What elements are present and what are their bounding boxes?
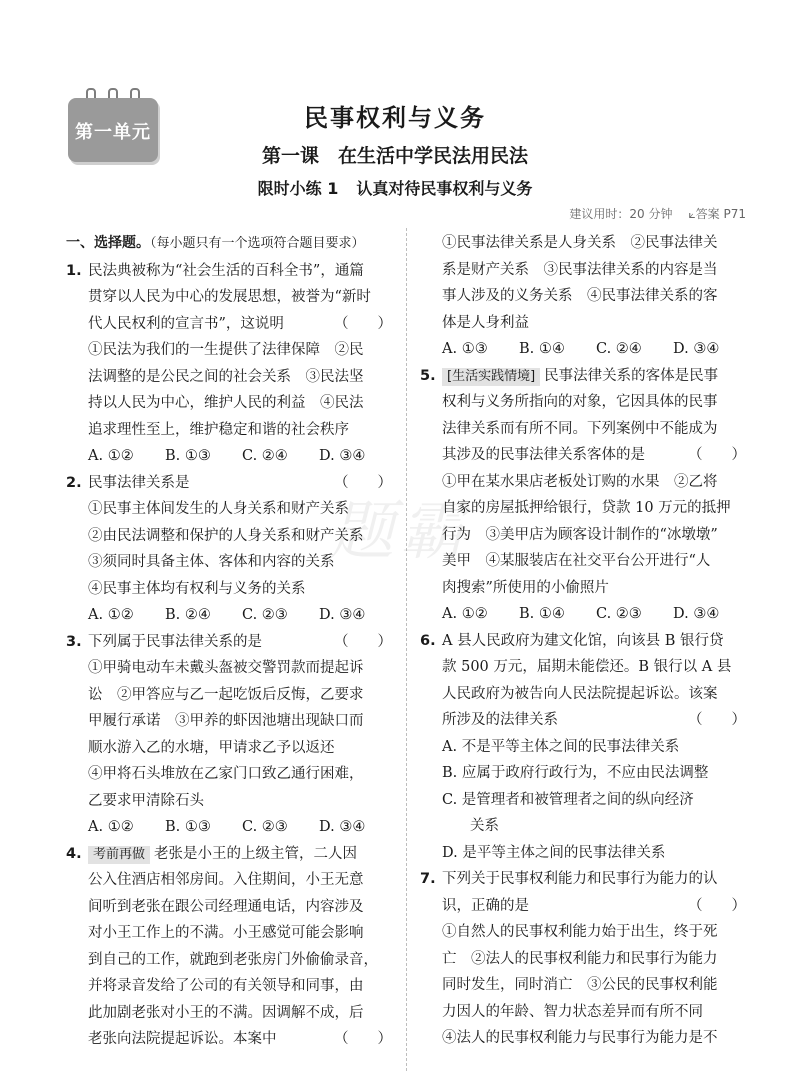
question-5: 5. [生活实践情境] 民事法律关系的客体是民事 权利与义务所指向的对象，它因具体的民事 法律关系而有所不同。下列案例中不能成为 其涉及的民事法律关系客体的是 （ ） ①甲在某水果店老板处订购的水果 ②乙将 自家的房屋抵押给银行，贷款 10 万元的抵押 行为 ③美甲店为顾客设计制作的“冰墩墩” 美甲 ④某服装店在社交平台公开进行“人 肉搜索”所使用的小偷照片 A. ①② B. ①④ C. ②③ D. ③④ bbox=[420, 363, 750, 628]
answer-blank: （ ） bbox=[688, 897, 746, 914]
unit-badge-label: 第一单元 bbox=[75, 122, 151, 143]
drill-prefix: 限时小练 1 bbox=[257, 179, 339, 198]
lesson-title: 第一课 在生活中学民法用民法 bbox=[261, 145, 528, 167]
page-title: 民事权利与义务 bbox=[304, 104, 486, 132]
answer-blank: （ ） bbox=[334, 474, 392, 491]
question-7: 7. 下列关于民事权利能力和民事行为能力的认 识，正确的是 （ ） ①自然人的民事权利能力始于出生，终于死 亡 ②法人的民事权利能力和民事行为能力 同时发生，同时消亡 ③公民的民事权利能 力因人的年龄、智力状态差异而有所不同 ④法人的民事权利能力与民事行为能力是不 bbox=[420, 871, 746, 1046]
review-tag: 考前再做 bbox=[88, 846, 150, 864]
answer-blank: （ ） bbox=[688, 712, 746, 728]
choice-row: A. ①② B. ①④ C. ②③ D. ③④ bbox=[442, 606, 720, 622]
answer-ref: ⟀答案 P71 bbox=[688, 207, 746, 221]
right-column bbox=[420, 230, 750, 1052]
left-column bbox=[66, 230, 396, 1053]
choice-row: A. ①② B. ①③ C. ②④ D. ③④ bbox=[88, 448, 366, 464]
answer-blank: （ ） bbox=[688, 447, 746, 463]
meta-info bbox=[569, 205, 746, 222]
answer-blank: （ ） bbox=[334, 315, 392, 332]
question-4: 4. 考前再做 老张是小王的上级主管，二人因 公入住酒店相邻房间。入住期间，小王无意 间听到老张在跟公司经理通电话，内容涉及 对小王工作上的不满。小王感觉可能会影响 到自己的工作，就跑到老张房门外偷偷录音， 并将录音发给了公司的有关领导和同事，由 此加剧老张对小王的不满。因调解不成，后 老张向法院提起诉讼。本案中 （ ） bbox=[66, 841, 396, 1053]
question-6: 6. A 县人民政府为建文化馆，向该县 B 银行贷 款 500 万元，届期未能偿还。B 银行以 A 县 人民政府为被告向人民法院提起诉讼。该案 所涉及的法律关系 （ ） A. 不是平等主体之间的民事法律关系 B. 应属于政府行政行为，不应由民法调整 C. 是管理者和被管理者之间的纵向经济 关系 D. 是平等主体之间的民事法律关系 bbox=[420, 628, 750, 867]
section-heading: 一、选择题。（每小题只有一个选项符合题目要求） bbox=[66, 235, 365, 251]
context-tag: [生活实践情境] bbox=[442, 368, 540, 386]
drill-title bbox=[0, 176, 790, 199]
choice-row: A. ①③ B. ①④ C. ②④ D. ③④ bbox=[442, 341, 720, 357]
option-c-cont: 关系 bbox=[470, 818, 499, 834]
choice-row: A. ①② B. ①③ C. ②③ D. ③④ bbox=[88, 819, 366, 835]
choice-row: A. ①② B. ②④ C. ②③ D. ③④ bbox=[88, 607, 366, 623]
option-d: D. 是平等主体之间的民事法律关系 bbox=[442, 844, 666, 861]
option-b: B. 应属于政府行政行为，不应由民法调整 bbox=[442, 765, 709, 781]
option-a: A. 不是平等主体之间的民事法律关系 bbox=[442, 738, 680, 755]
question-2: 2. 民事法律关系是 （ ） ①民事主体间发生的人身关系和财产关系 ②由民法调整和保护的人身关系和财产关系 ③须同时具备主体、客体和内容的关系 ④民事主体均有权利与义务的关系 A. ①② B. ②④ C. ②③ D. ③④ bbox=[66, 470, 396, 629]
answer-blank: （ ） bbox=[334, 633, 392, 650]
answer-blank: （ ） bbox=[334, 1031, 392, 1047]
watermark: 题霸 bbox=[330, 495, 470, 569]
drill-text: 认真对待民事权利与义务 bbox=[356, 179, 533, 198]
question-3: 3. 下列属于民事法律关系的是 （ ） ①甲骑电动车未戴头盔被交警罚款而提起诉 讼 ②甲答应与乙一起吃饭后反悔，乙要求 甲履行承诺 ③甲养的虾因池塘出现缺口而 顺水游入乙的水塘，甲请求乙予以返还 ④甲将石头堆放在乙家门口致乙通行困难， 乙要求甲清除石头 A. ①② B. ①③ C. ②③ D. ③④ bbox=[66, 629, 396, 841]
question-1: 1. 民法典被称为“社会生活的百科全书”，通篇 贯穿以人民为中心的发展思想，被誉为“新时 代人民权利的宣言书”，这说明 （ ） ①民法为我们的一生提供了法律保障 ②民 法调整的是公民之间的社会关系 ③民法坚 持以人民为中心，维护人民的利益 ④民法 追求理性至上，维护稳定和谐的社会秩序 A. ①② B. ①③ C. ②④ D. ③④ bbox=[66, 258, 396, 470]
question-4-continued: ①民事法律关系是人身关系 ②民事法律关 系是财产关系 ③民事法律关系的内容是当 事人涉及的义务关系 ④民事法律关系的客 体是人身利益 A. ①③ B. ①④ C. ②④ D. ③④ bbox=[420, 230, 750, 363]
option-c: C. 是管理者和被管理者之间的纵向经济 bbox=[442, 791, 694, 808]
suggested-time: 建议用时：20 分钟 bbox=[569, 207, 673, 221]
column-divider bbox=[406, 228, 407, 1071]
